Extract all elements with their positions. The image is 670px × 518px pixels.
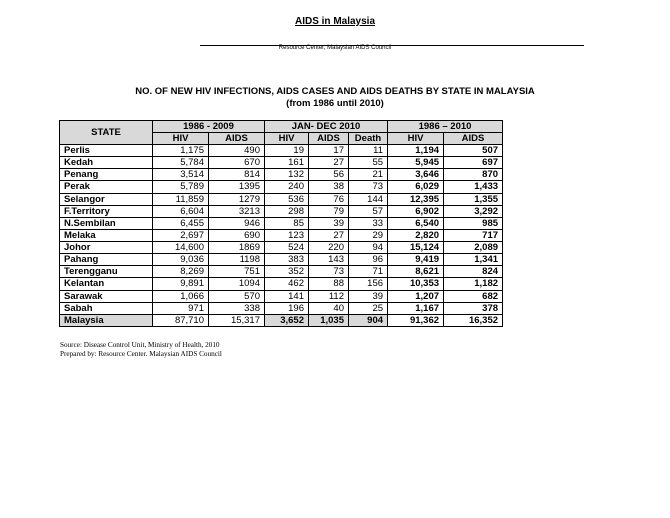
group-header-row <box>60 121 503 133</box>
value-cell: 11 <box>349 145 388 157</box>
value-cell: 751 <box>209 266 265 278</box>
value-cell: 870 <box>444 169 503 181</box>
value-cell: 9,419 <box>388 254 444 266</box>
value-cell: 87,710 <box>153 314 209 326</box>
value-cell: 15,124 <box>388 242 444 254</box>
value-cell: 12,395 <box>388 193 444 205</box>
value-cell: 338 <box>209 302 265 314</box>
sub-header-hiv: HIV <box>388 133 444 145</box>
sub-header-aids: AIDS <box>209 133 265 145</box>
value-cell: 824 <box>444 266 503 278</box>
value-cell: 1094 <box>209 278 265 290</box>
value-cell: 240 <box>265 181 309 193</box>
table-row <box>60 278 503 290</box>
state-name-cell: Pahang <box>60 254 153 266</box>
value-cell: 697 <box>444 157 503 169</box>
value-cell: 57 <box>349 205 388 217</box>
value-cell: 132 <box>265 169 309 181</box>
value-cell: 1198 <box>209 254 265 266</box>
value-cell: 3,652 <box>265 314 309 326</box>
state-name-cell: Sarawak <box>60 290 153 302</box>
value-cell: 1869 <box>209 242 265 254</box>
state-column-header: STATE <box>60 121 153 145</box>
value-cell: 946 <box>209 217 265 229</box>
state-name-cell: Selangor <box>60 193 153 205</box>
table-row <box>60 217 503 229</box>
value-cell: 814 <box>209 169 265 181</box>
value-cell: 971 <box>153 302 209 314</box>
value-cell: 10,353 <box>388 278 444 290</box>
value-cell: 85 <box>265 217 309 229</box>
value-cell: 8,621 <box>388 266 444 278</box>
table-row <box>60 290 503 302</box>
value-cell: 76 <box>309 193 349 205</box>
value-cell: 5,784 <box>153 157 209 169</box>
value-cell: 144 <box>349 193 388 205</box>
table-row <box>60 169 503 181</box>
value-cell: 1,035 <box>309 314 349 326</box>
value-cell: 9,891 <box>153 278 209 290</box>
state-name-cell: N.Sembilan <box>60 217 153 229</box>
value-cell: 40 <box>309 302 349 314</box>
value-cell: 15,317 <box>209 314 265 326</box>
value-cell: 985 <box>444 217 503 229</box>
state-name-cell: Melaka <box>60 229 153 241</box>
value-cell: 383 <box>265 254 309 266</box>
value-cell: 27 <box>309 229 349 241</box>
table-row <box>60 205 503 217</box>
total-row <box>60 314 503 326</box>
table-row <box>60 254 503 266</box>
value-cell: 5,945 <box>388 157 444 169</box>
value-cell: 16,352 <box>444 314 503 326</box>
value-cell: 33 <box>349 217 388 229</box>
value-cell: 73 <box>309 266 349 278</box>
value-cell: 570 <box>209 290 265 302</box>
value-cell: 3,646 <box>388 169 444 181</box>
value-cell: 352 <box>265 266 309 278</box>
value-cell: 73 <box>349 181 388 193</box>
value-cell: 1,167 <box>388 302 444 314</box>
table-row <box>60 229 503 241</box>
value-cell: 378 <box>444 302 503 314</box>
value-cell: 6,455 <box>153 217 209 229</box>
value-cell: 91,362 <box>388 314 444 326</box>
group-header-1986-2010: 1986 – 2010 <box>388 121 503 133</box>
value-cell: 56 <box>309 169 349 181</box>
value-cell: 298 <box>265 205 309 217</box>
value-cell: 2,697 <box>153 229 209 241</box>
table-row <box>60 145 503 157</box>
value-cell: 141 <box>265 290 309 302</box>
group-header-2010: JAN- DEC 2010 <box>265 121 388 133</box>
state-name-cell: Perlis <box>60 145 153 157</box>
value-cell: 490 <box>209 145 265 157</box>
state-statistics-table <box>59 120 503 327</box>
state-name-cell: Kelantan <box>60 278 153 290</box>
state-name-cell: Johor <box>60 242 153 254</box>
value-cell: 1,182 <box>444 278 503 290</box>
state-name-cell: Malaysia <box>60 314 153 326</box>
value-cell: 123 <box>265 229 309 241</box>
sub-header-hiv: HIV <box>153 133 209 145</box>
value-cell: 682 <box>444 290 503 302</box>
group-header-1986-2009: 1986 - 2009 <box>153 121 265 133</box>
table-body <box>60 145 503 327</box>
value-cell: 3213 <box>209 205 265 217</box>
value-cell: 1,207 <box>388 290 444 302</box>
value-cell: 1,341 <box>444 254 503 266</box>
value-cell: 536 <box>265 193 309 205</box>
value-cell: 6,902 <box>388 205 444 217</box>
value-cell: 6,540 <box>388 217 444 229</box>
table-row <box>60 242 503 254</box>
value-cell: 220 <box>309 242 349 254</box>
value-cell: 5,789 <box>153 181 209 193</box>
state-name-cell: Penang <box>60 169 153 181</box>
value-cell: 904 <box>349 314 388 326</box>
value-cell: 1,175 <box>153 145 209 157</box>
value-cell: 143 <box>309 254 349 266</box>
value-cell: 6,604 <box>153 205 209 217</box>
value-cell: 3,292 <box>444 205 503 217</box>
sub-header-aids: AIDS <box>309 133 349 145</box>
value-cell: 14,600 <box>153 242 209 254</box>
value-cell: 27 <box>309 157 349 169</box>
value-cell: 1,194 <box>388 145 444 157</box>
value-cell: 524 <box>265 242 309 254</box>
table-heading <box>0 86 670 110</box>
state-name-cell: Perak <box>60 181 153 193</box>
state-name-cell: Terengganu <box>60 266 153 278</box>
value-cell: 1,433 <box>444 181 503 193</box>
value-cell: 19 <box>265 145 309 157</box>
sub-header-death: Death <box>349 133 388 145</box>
value-cell: 1,355 <box>444 193 503 205</box>
value-cell: 690 <box>209 229 265 241</box>
value-cell: 79 <box>309 205 349 217</box>
table-row <box>60 181 503 193</box>
table-row <box>60 266 503 278</box>
value-cell: 156 <box>349 278 388 290</box>
table-row <box>60 193 503 205</box>
table-heading-line-1: NO. OF NEW HIV INFECTIONS, AIDS CASES AND AIDS DEATHS BY STATE IN MALAYSIA <box>135 86 535 97</box>
source-note: Source: Disease Control Unit, Ministry of Health, 2010 <box>60 341 220 349</box>
state-name-cell: F.Territory <box>60 205 153 217</box>
sub-header-aids: AIDS <box>444 133 503 145</box>
prepared-note: Prepared by: Resource Center. Malaysian AIDS Council <box>60 350 222 358</box>
document-title: AIDS in Malaysia <box>294 16 376 27</box>
value-cell: 96 <box>349 254 388 266</box>
value-cell: 112 <box>309 290 349 302</box>
value-cell: 71 <box>349 266 388 278</box>
value-cell: 1395 <box>209 181 265 193</box>
value-cell: 2,089 <box>444 242 503 254</box>
value-cell: 9,036 <box>153 254 209 266</box>
document-subtitle: Resource Center, Malaysian AIDS Council <box>278 45 392 51</box>
table-row <box>60 157 503 169</box>
value-cell: 462 <box>265 278 309 290</box>
value-cell: 21 <box>349 169 388 181</box>
table-row <box>60 302 503 314</box>
value-cell: 29 <box>349 229 388 241</box>
value-cell: 8,269 <box>153 266 209 278</box>
value-cell: 39 <box>309 217 349 229</box>
value-cell: 1,066 <box>153 290 209 302</box>
state-name-cell: Sabah <box>60 302 153 314</box>
value-cell: 196 <box>265 302 309 314</box>
value-cell: 161 <box>265 157 309 169</box>
value-cell: 507 <box>444 145 503 157</box>
value-cell: 670 <box>209 157 265 169</box>
value-cell: 38 <box>309 181 349 193</box>
value-cell: 17 <box>309 145 349 157</box>
state-name-cell: Kedah <box>60 157 153 169</box>
value-cell: 11,859 <box>153 193 209 205</box>
value-cell: 6,029 <box>388 181 444 193</box>
value-cell: 94 <box>349 242 388 254</box>
table-heading-line-2: (from 1986 until 2010) <box>286 98 384 109</box>
value-cell: 717 <box>444 229 503 241</box>
value-cell: 39 <box>349 290 388 302</box>
value-cell: 2,820 <box>388 229 444 241</box>
value-cell: 3,514 <box>153 169 209 181</box>
value-cell: 88 <box>309 278 349 290</box>
value-cell: 1279 <box>209 193 265 205</box>
value-cell: 25 <box>349 302 388 314</box>
sub-header-hiv: HIV <box>265 133 309 145</box>
value-cell: 55 <box>349 157 388 169</box>
